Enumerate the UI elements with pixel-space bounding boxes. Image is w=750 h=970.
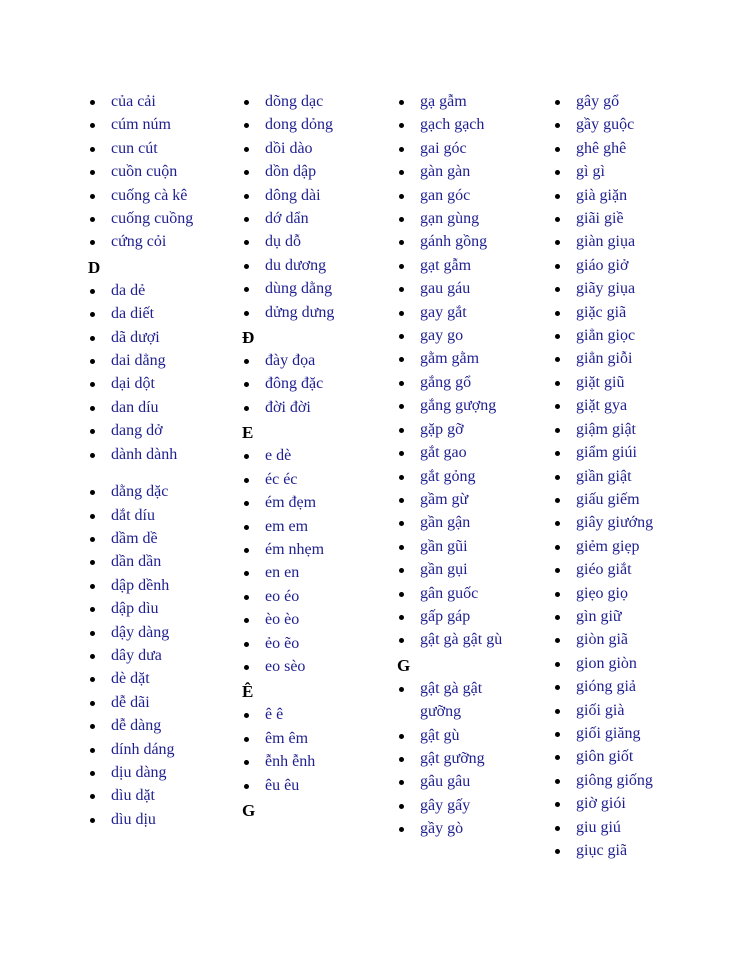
list-item: dìu dặt — [88, 784, 201, 807]
list-item: ê ê — [242, 703, 375, 726]
list-item: dịu dàng — [88, 761, 201, 784]
word-list — [88, 279, 238, 466]
word-list — [397, 677, 547, 841]
list-item: giẩm giúi — [553, 441, 691, 464]
list-item: gật gù — [397, 724, 512, 747]
list-item: em em — [242, 515, 375, 538]
list-item: giéo giắt — [553, 558, 691, 581]
list-item: gật gưỡng — [397, 747, 512, 770]
list-item: gấp gáp — [397, 605, 512, 628]
list-item: du dương — [242, 254, 375, 277]
list-item: giòn giã — [553, 628, 691, 651]
word-list — [242, 349, 392, 419]
list-item: giối già — [553, 699, 691, 722]
list-item: giẹo giọ — [553, 582, 691, 605]
list-item: gần gũi — [397, 535, 512, 558]
column-2 — [242, 90, 392, 822]
list-item: giần giật — [553, 465, 691, 488]
list-item: gằm gằm — [397, 347, 512, 370]
list-item: của cải — [88, 90, 201, 113]
list-item: giặt giũ — [553, 371, 691, 394]
list-item: dùng dằng — [242, 277, 375, 300]
list-item: ém nhẹm — [242, 538, 375, 561]
list-item: gánh gồng — [397, 230, 512, 253]
list-item: dần dần — [88, 550, 201, 573]
column-4 — [553, 90, 703, 862]
list-item: gầm gừ — [397, 488, 512, 511]
list-item: dồn dập — [242, 160, 375, 183]
word-list — [242, 444, 392, 678]
list-item: èo èo — [242, 608, 375, 631]
section-heading-e-circumflex: Ê — [242, 682, 254, 702]
list-item: giục giã — [553, 839, 691, 862]
list-item: gau gáu — [397, 277, 512, 300]
list-item: dại dột — [88, 372, 201, 395]
list-item: giấu giếm — [553, 488, 691, 511]
list-item: giãi giề — [553, 207, 691, 230]
list-item: gây gổ — [553, 90, 691, 113]
list-item: eo éo — [242, 585, 375, 608]
list-item: dắt díu — [88, 504, 201, 527]
list-item: dong dỏng — [242, 113, 375, 136]
word-list — [88, 90, 238, 254]
section-heading-g: G — [397, 655, 411, 675]
column-3 — [397, 90, 547, 841]
list-item: giáo giở — [553, 254, 691, 277]
list-item: gion giòn — [553, 652, 691, 675]
list-item: dính dáng — [88, 738, 201, 761]
list-item: gì gì — [553, 160, 691, 183]
list-item: dễ dãi — [88, 691, 201, 714]
list-item: dễ dàng — [88, 714, 201, 737]
list-item: gắt gao — [397, 441, 512, 464]
list-item: dang dở — [88, 419, 201, 442]
list-item: giãy giụa — [553, 277, 691, 300]
section-heading-dd: Đ — [242, 328, 255, 348]
list-item: dập dềnh — [88, 574, 201, 597]
list-item: en en — [242, 561, 375, 584]
word-list — [88, 480, 238, 831]
column-1 — [88, 90, 238, 831]
list-item: e dè — [242, 444, 375, 467]
list-item: gây gấy — [397, 794, 512, 817]
list-item: gan góc — [397, 184, 512, 207]
list-item: gạn gùng — [397, 207, 512, 230]
list-item: éc éc — [242, 468, 375, 491]
list-item: gật gà gật gưỡng — [397, 677, 512, 724]
list-item: gàn gàn — [397, 160, 512, 183]
list-item: dan díu — [88, 396, 201, 419]
list-item: gặp gỡ — [397, 418, 512, 441]
list-item: giây giướng — [553, 511, 691, 534]
section-heading-d: D — [88, 257, 101, 277]
list-item: già giặn — [553, 184, 691, 207]
list-item: giôn giốt — [553, 745, 691, 768]
list-item: dửng dưng — [242, 301, 375, 324]
list-item: giậm giật — [553, 418, 691, 441]
list-item: dụ dỗ — [242, 230, 375, 253]
list-item: êu êu — [242, 774, 375, 797]
list-item: dầm dề — [88, 527, 201, 550]
list-item: đời đời — [242, 396, 375, 419]
list-item: gần gụi — [397, 558, 512, 581]
list-item: dìu dịu — [88, 808, 201, 831]
list-item: dập dìu — [88, 597, 201, 620]
list-item: gắt gỏng — [397, 465, 512, 488]
list-item: ẻo ẽo — [242, 632, 375, 655]
list-item: ghê ghê — [553, 137, 691, 160]
list-item: giông giống — [553, 769, 691, 792]
list-item: gay go — [397, 324, 512, 347]
list-item: cun cút — [88, 137, 201, 160]
list-item: da dẻ — [88, 279, 201, 302]
list-item: cuống cà kê — [88, 184, 201, 207]
list-item: dồi dào — [242, 137, 375, 160]
list-item: đông đặc — [242, 372, 375, 395]
word-list — [242, 90, 392, 324]
list-item: dậy dàng — [88, 621, 201, 644]
list-item: gân guốc — [397, 582, 512, 605]
list-item: dằng dặc — [88, 480, 201, 503]
list-item: eo sèo — [242, 655, 375, 678]
list-item: gâu gâu — [397, 770, 512, 793]
list-item: giờ giói — [553, 792, 691, 815]
list-item: gắng gượng — [397, 394, 512, 417]
list-item: ễnh ễnh — [242, 750, 375, 773]
list-item: cuống cuồng — [88, 207, 201, 230]
list-item: dông dài — [242, 184, 375, 207]
list-item: gầy gò — [397, 817, 512, 840]
list-item: giẳn giọc — [553, 324, 691, 347]
list-item: cứng cỏi — [88, 230, 201, 253]
list-item: giặt gya — [553, 394, 691, 417]
list-item: gầy guộc — [553, 113, 691, 136]
list-item: gìn giữ — [553, 605, 691, 628]
word-list — [242, 703, 392, 797]
list-item: giàn giụa — [553, 230, 691, 253]
list-item: giối giăng — [553, 722, 691, 745]
list-item: dành dành — [88, 443, 201, 466]
list-item: giặc giã — [553, 301, 691, 324]
list-item: dớ dẩn — [242, 207, 375, 230]
section-heading-e: E — [242, 423, 254, 443]
list-item: giu giú — [553, 816, 691, 839]
list-item: gạ gẫm — [397, 90, 512, 113]
list-item: gắng gổ — [397, 371, 512, 394]
list-item: giẳn giỗi — [553, 347, 691, 370]
list-item: dã dượi — [88, 326, 201, 349]
list-item: gay gắt — [397, 301, 512, 324]
list-item: gai góc — [397, 137, 512, 160]
word-list — [553, 90, 703, 862]
list-item: gạt gẫm — [397, 254, 512, 277]
list-item: gật gà gật gù — [397, 628, 512, 651]
list-item: da diết — [88, 302, 201, 325]
list-item: dây dưa — [88, 644, 201, 667]
list-item: êm êm — [242, 727, 375, 750]
list-item: dai dẳng — [88, 349, 201, 372]
list-item: dè dặt — [88, 667, 201, 690]
section-heading-g: G — [242, 800, 256, 820]
list-item: gạch gạch — [397, 113, 512, 136]
list-item: gần gận — [397, 511, 512, 534]
list-item: ém đẹm — [242, 491, 375, 514]
list-item: giẻm giẹp — [553, 535, 691, 558]
list-item: cúm núm — [88, 113, 201, 136]
list-item: gióng giả — [553, 675, 691, 698]
list-item: dõng dạc — [242, 90, 375, 113]
word-list — [397, 90, 547, 652]
list-item: cuồn cuộn — [88, 160, 201, 183]
list-item: đày đọa — [242, 349, 375, 372]
